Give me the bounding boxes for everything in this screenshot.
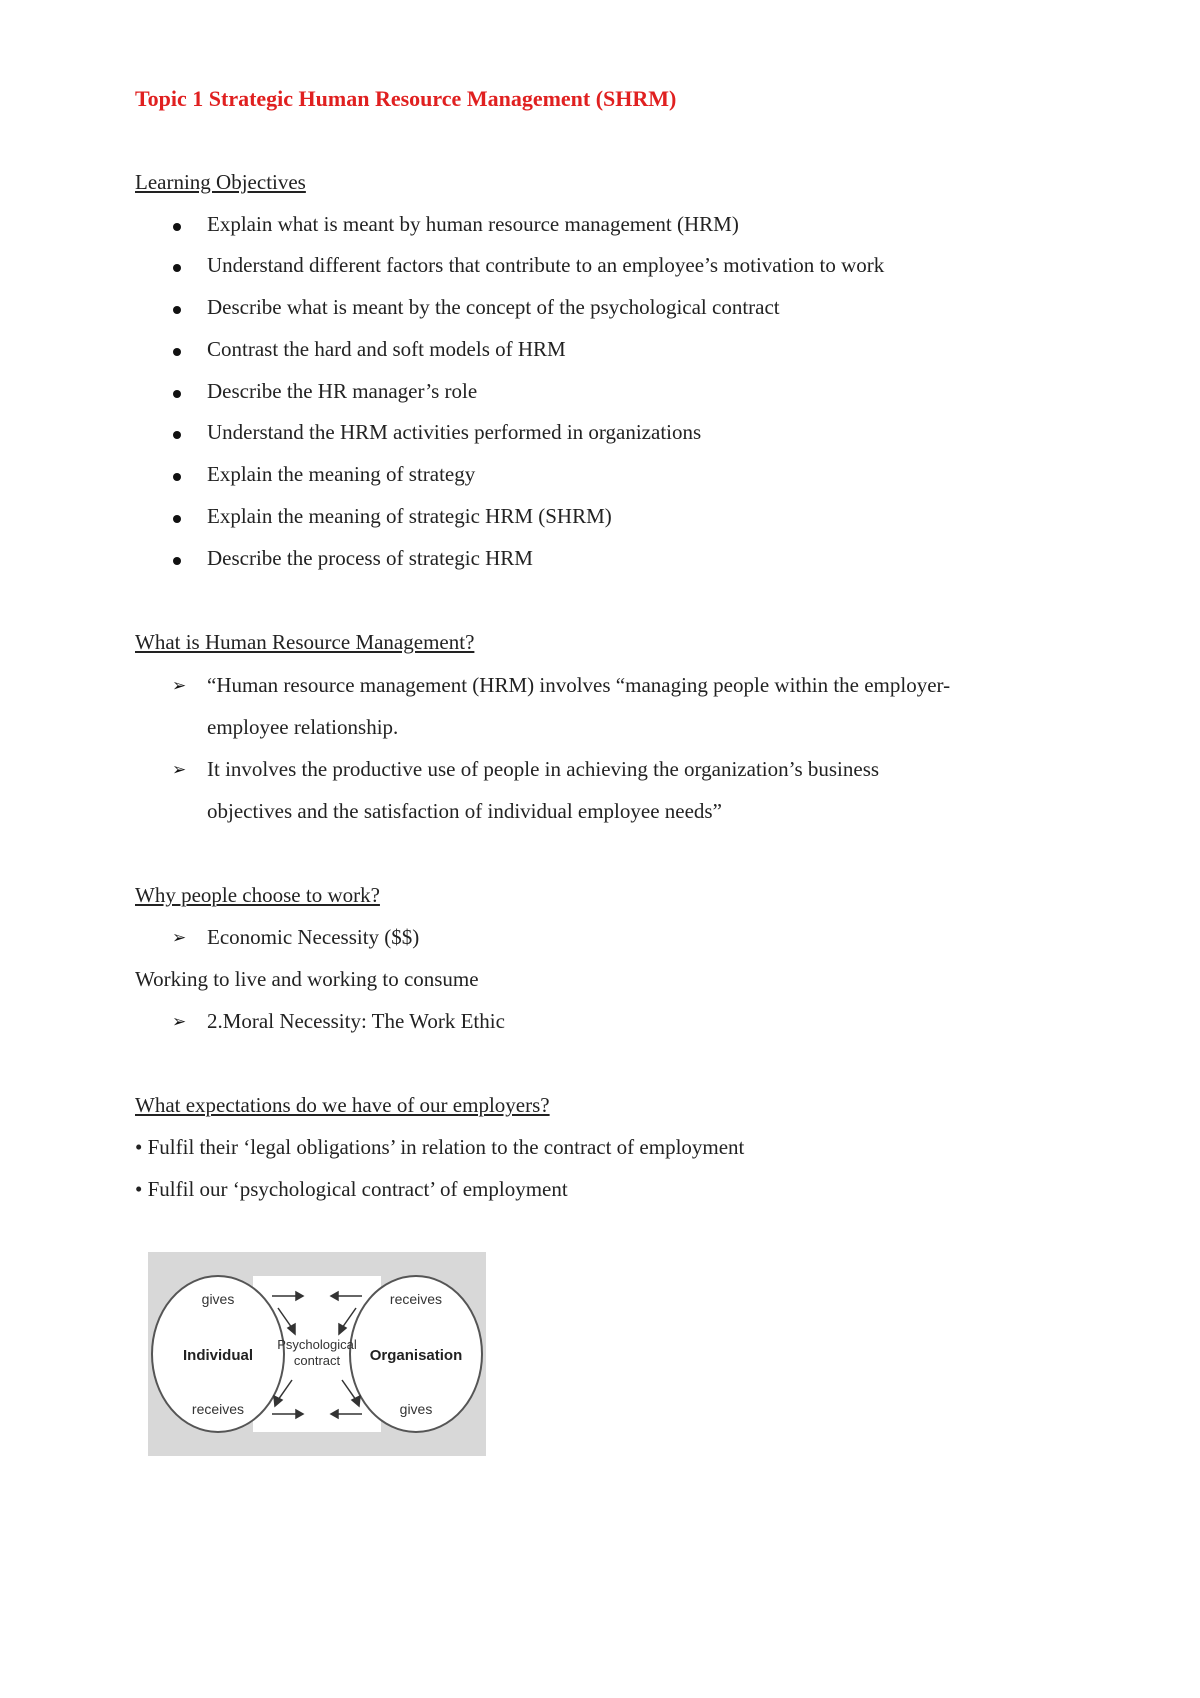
- bullet-icon: [173, 264, 181, 272]
- psychological-contract-diagram: [148, 1252, 486, 1456]
- arrowhead-bullet-icon: ➢: [172, 760, 187, 780]
- arrowhead-bullet-icon: ➢: [172, 676, 187, 696]
- work-plain-text: Working to live and working to consume: [135, 967, 479, 991]
- center-label-line1: Psychological: [277, 1337, 357, 1352]
- page-title: Topic 1 Strategic Human Resource Management (SHRM): [135, 86, 677, 111]
- hrm-quote-line: objectives and the satisfaction of individual employee needs”: [207, 799, 722, 823]
- bullet-icon: [173, 431, 181, 439]
- center-label-line2: contract: [293, 1353, 341, 1368]
- list-item-text: Explain what is meant by human resource management (HRM): [207, 212, 739, 236]
- list-item-text: Describe the HR manager’s role: [207, 379, 478, 403]
- hrm-quote-line: It involves the productive use of people in achieving the organization’s business: [207, 757, 880, 781]
- left-bottom-label: receives: [191, 1401, 245, 1417]
- list-item-text: Describe the process of strategic HRM: [207, 546, 533, 570]
- learning-objectives-heading: Learning Objectives: [135, 170, 306, 194]
- right-bottom-label: gives: [399, 1401, 433, 1417]
- list-item-text: Explain the meaning of strategy: [207, 462, 476, 486]
- work-item: Economic Necessity ($$): [207, 925, 420, 949]
- left-top-label: gives: [201, 1291, 235, 1307]
- work-heading: Why people choose to work?: [135, 883, 380, 907]
- work-item: 2.Moral Necessity: The Work Ethic: [207, 1009, 505, 1033]
- expectations-heading: What expectations do we have of our employers?: [135, 1093, 550, 1117]
- bullet-icon: [173, 557, 181, 565]
- expectations-line: • Fulfil our ‘psychological contract’ of employment: [135, 1177, 568, 1201]
- list-item-text: Describe what is meant by the concept of the psychological contract: [207, 295, 780, 319]
- hrm-quote-line: employee relationship.: [207, 715, 399, 739]
- arrowhead-bullet-icon: ➢: [172, 1012, 187, 1032]
- bullet-icon: [173, 348, 181, 356]
- arrowhead-bullet-icon: ➢: [172, 928, 187, 948]
- bullet-icon: [173, 515, 181, 523]
- right-top-label: receives: [389, 1291, 443, 1307]
- list-item-text: Understand the HRM activities performed in organizations: [207, 420, 702, 444]
- expectations-line: • Fulfil their ‘legal obligations’ in relation to the contract of employment: [135, 1135, 745, 1159]
- individual-label: Individual: [182, 1347, 254, 1364]
- list-item-text: Contrast the hard and soft models of HRM: [207, 337, 566, 361]
- list-item-text: Explain the meaning of strategic HRM (SHRM): [207, 504, 612, 528]
- bullet-icon: [173, 306, 181, 314]
- hrm-quote-line: “Human resource management (HRM) involves “managing people within the employer-: [207, 673, 951, 697]
- hrm-heading: What is Human Resource Management?: [135, 630, 475, 654]
- organisation-label: Organisation: [369, 1347, 463, 1364]
- bullet-icon: [173, 473, 181, 481]
- bullet-icon: [173, 223, 181, 231]
- list-item-text: Understand different factors that contribute to an employee’s motivation to work: [207, 253, 885, 277]
- bullet-icon: [173, 390, 181, 398]
